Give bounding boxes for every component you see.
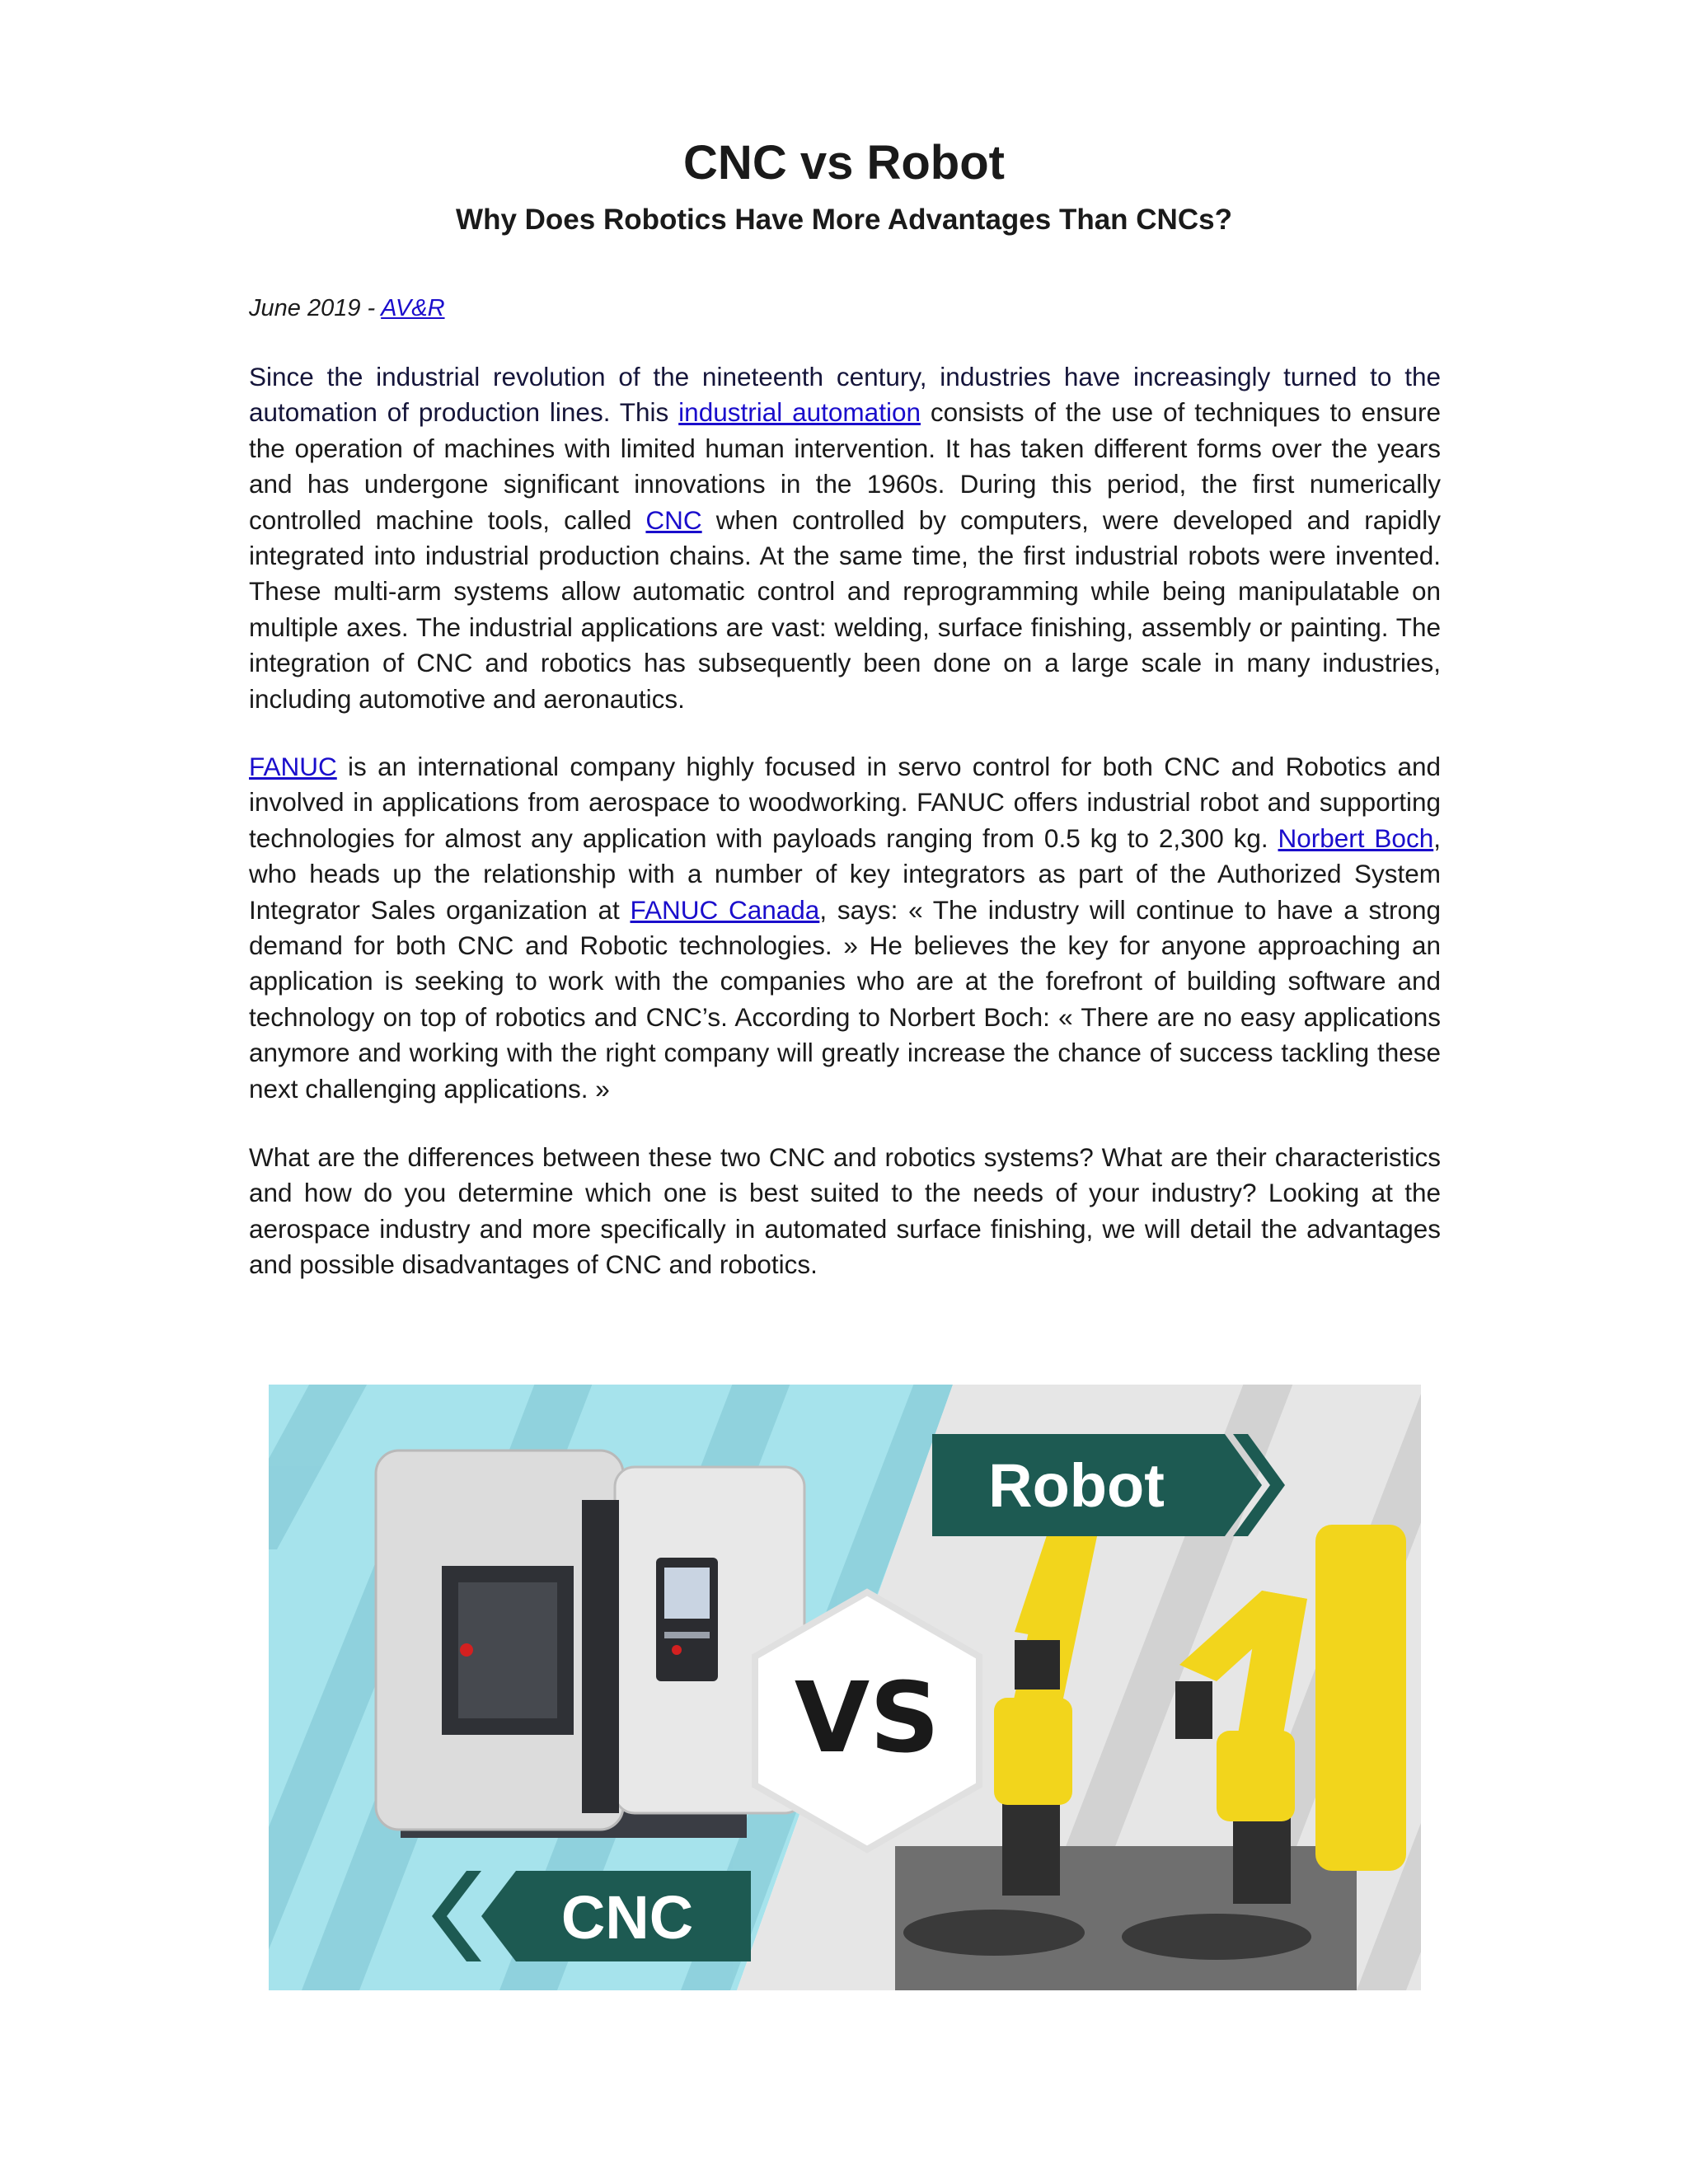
- fanuc-link[interactable]: FANUC: [249, 752, 337, 781]
- norbert-boch-link[interactable]: Norbert Boch: [1278, 823, 1434, 853]
- paragraph-text: Since the industrial revolution of the nineteenth century, industries have increasingly turned to the automation of production lines. This: [249, 362, 1441, 428]
- hero-illustration: [269, 1385, 1421, 1990]
- author-link[interactable]: AV&R: [381, 295, 445, 321]
- industrial-automation-link[interactable]: industrial automation: [678, 397, 921, 428]
- paragraph-fanuc: [249, 749, 1441, 1107]
- publish-date: June 2019: [249, 295, 361, 321]
- byline: [249, 292, 445, 325]
- page-title: CNC vs Robot: [683, 136, 1005, 190]
- paragraph-intro: [249, 359, 1441, 717]
- vs-label: VS: [794, 1661, 940, 1774]
- paragraph-text: consists of the use of techniques to ensure the operation of machines with limited human intervention. It has taken different forms over the years and has undergone significant innovations in the 1960s. During this period, the first numerically controlled machine tools, called: [249, 397, 1441, 535]
- robot-banner: [932, 1434, 1285, 1536]
- paragraph-differences: What are the differences between these two CNC and robotics systems? What are their characteristics and how do you determine which one is best suited to the needs of your industry? Looking at the aerospace industry and more specifically in automated surface finishing, we will detail the advantages and possible disadvantages of CNC and robotics.: [249, 1142, 1441, 1280]
- byline-separator: -: [360, 295, 382, 321]
- paragraph-text: when controlled by computers, were developed and rapidly integrated into industrial production chains. At the same time, the first industrial robots were invented. These multi-arm systems allow automatic control and reprogramming while being manipulatable on multiple axes. The industrial applications are vast: welding, surface finishing, assembly or painting. The integration of CNC and robotics has subsequently been done on a large scale in many industries, including automotive and aeronautics.: [249, 504, 1441, 714]
- cnc-link[interactable]: CNC: [645, 504, 702, 535]
- paragraph-text: is an international company highly focused in servo control for both CNC and Robotics and involved in applications from aerospace to woodworking. FANUC offers industrial robot and supporting technologies for almost any application with payloads ranging from 0.5 kg to 2,300 kg.: [249, 752, 1441, 853]
- page-subtitle: Why Does Robotics Have More Advantages Than CNCs?: [456, 204, 1232, 236]
- paragraph-text: , who heads up the relationship with a number of key integrators as part of the Authorized System Integrator Sales organization at: [249, 823, 1441, 925]
- robot-label: Robot: [988, 1451, 1165, 1520]
- cnc-label: CNC: [560, 1883, 694, 1952]
- paragraph-text: , says: « The industry will continue to have a strong demand for both CNC and Robotic technologies. » He believes the key for anyone approaching an application is seeking to work with the companies who are at the forefront of building software and technology on top of robotics and CNC’s. According to Norbert Boch: « There are no easy applications anymore and working with the right company will greatly increase the chance of success tackling these next challenging applications. »: [249, 894, 1441, 1104]
- cnc-vs-robot-image: [269, 1385, 1421, 1990]
- fanuc-canada-link[interactable]: FANUC Canada: [630, 894, 820, 925]
- cnc-machine-graphic: [376, 1451, 804, 1838]
